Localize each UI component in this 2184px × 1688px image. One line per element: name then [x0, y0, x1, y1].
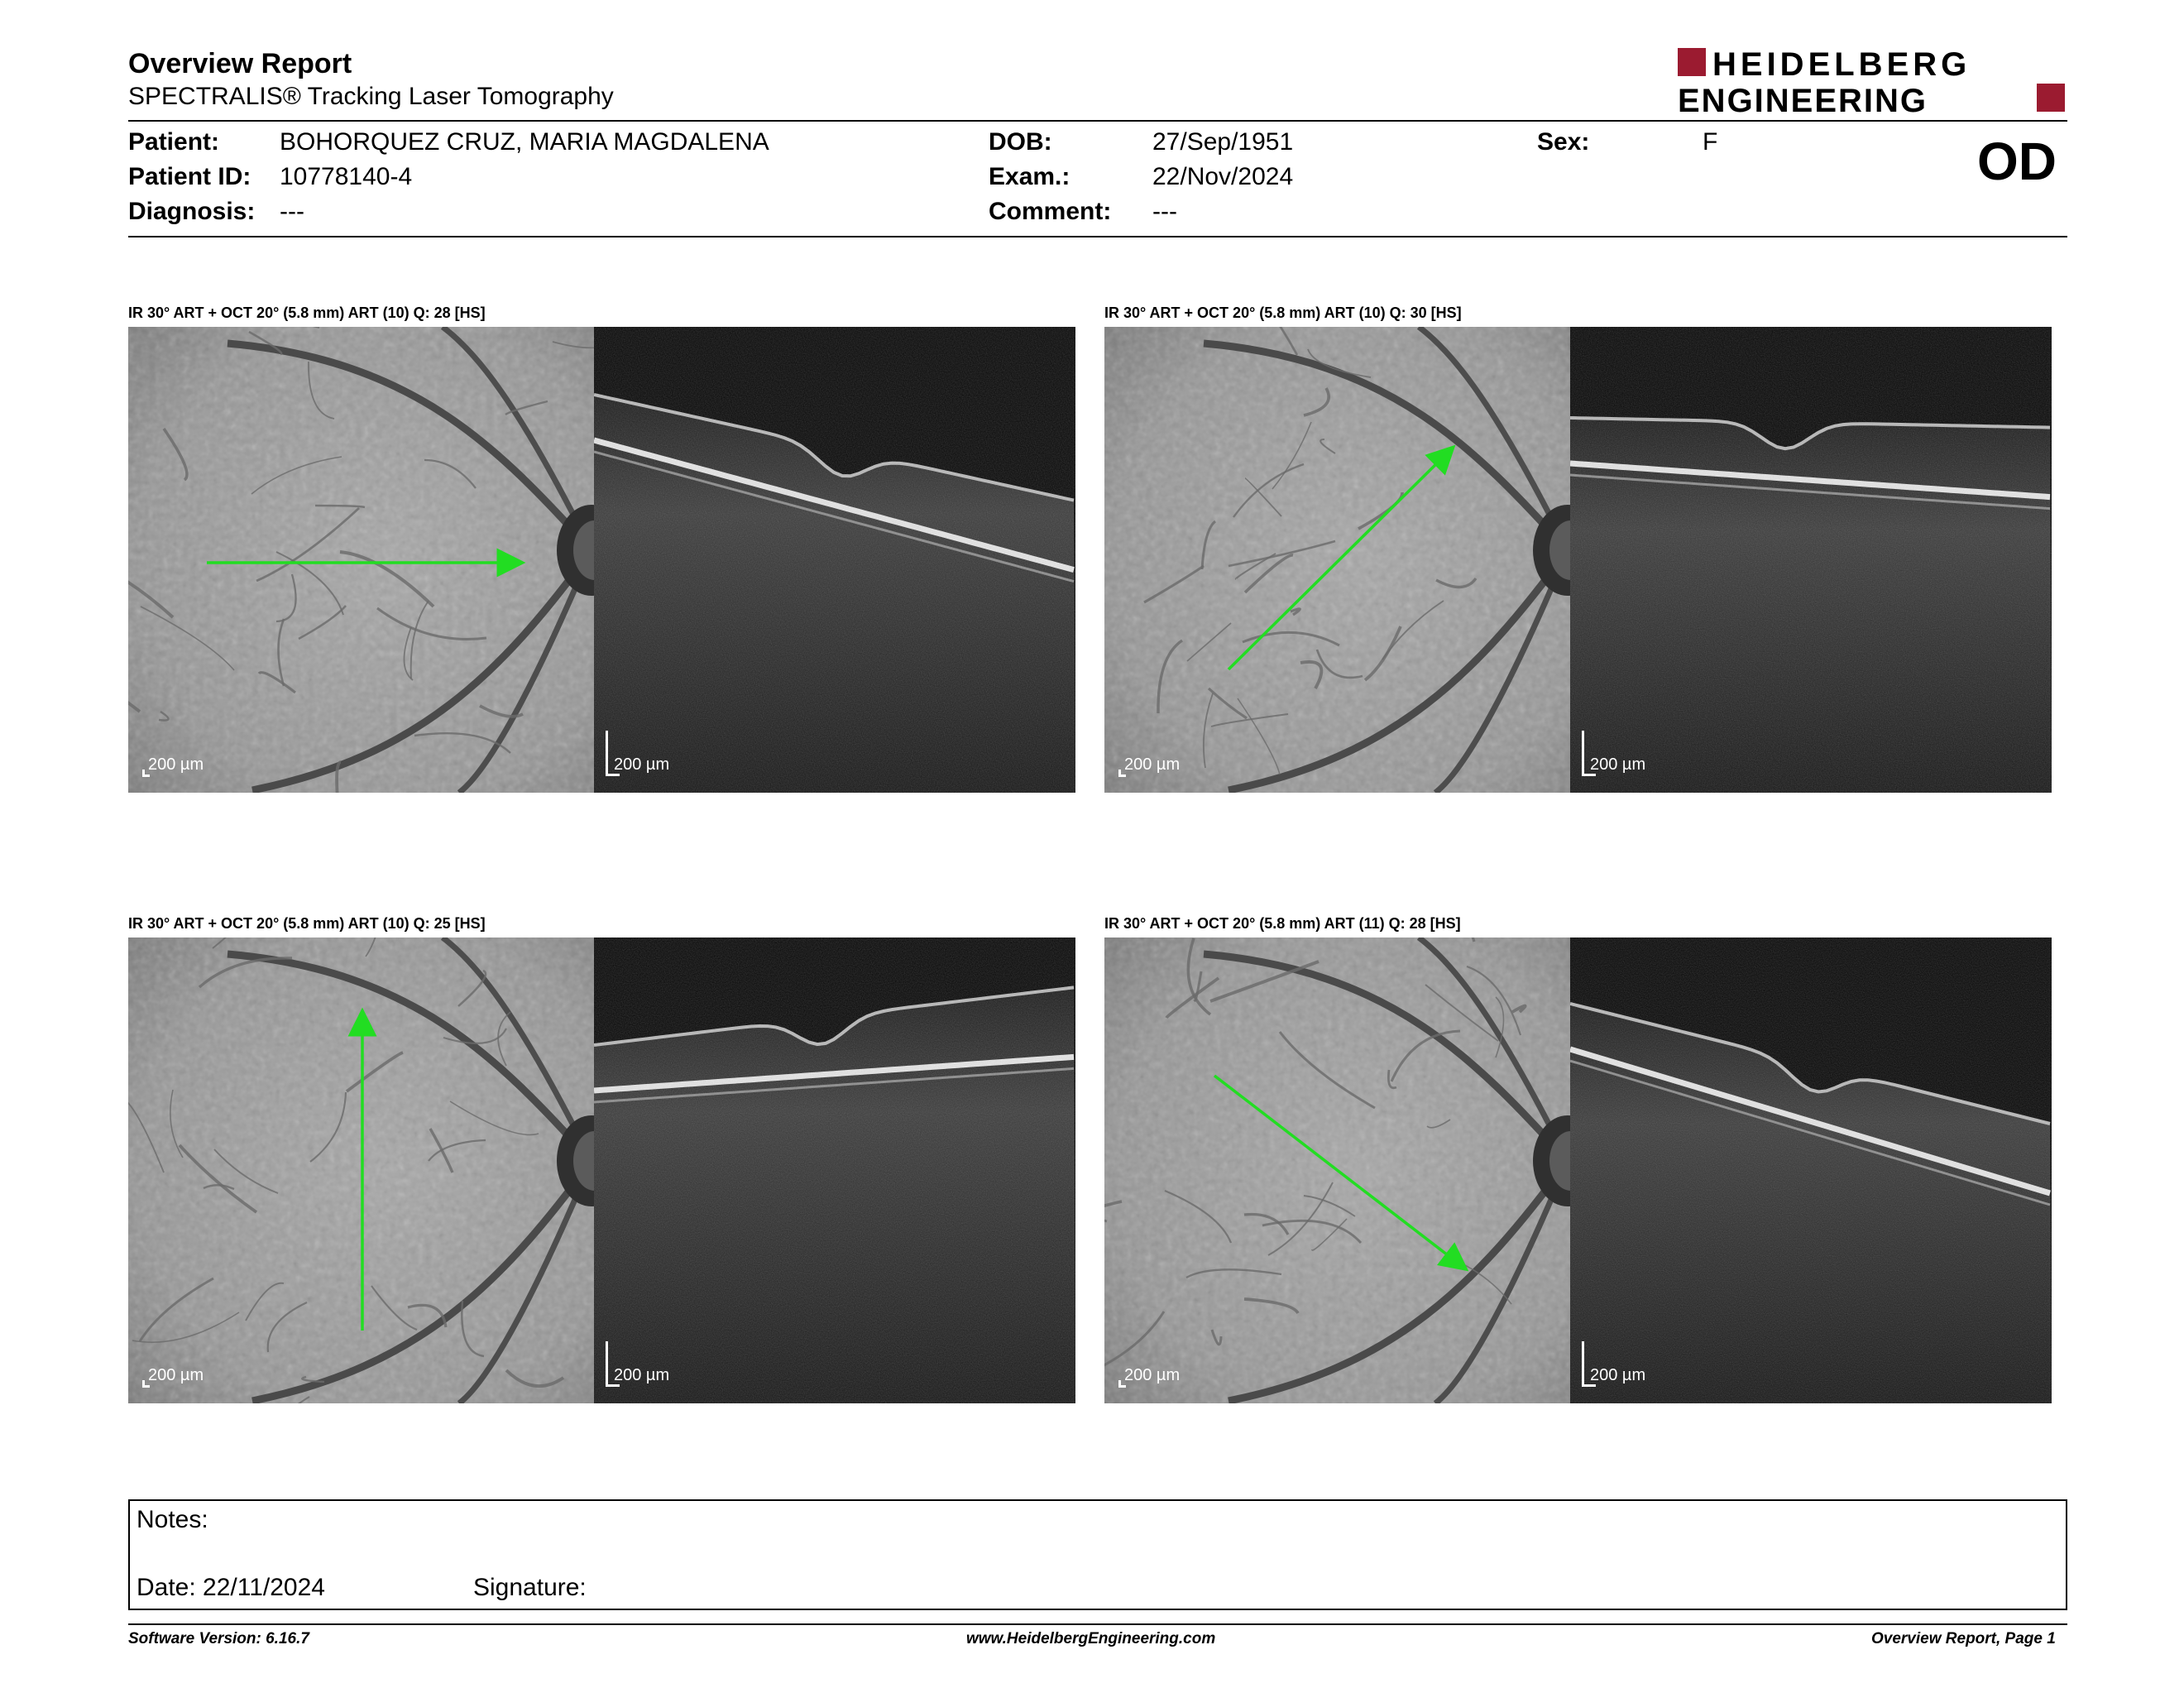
- dob-label: DOB:: [989, 128, 1052, 156]
- notes-date: Date: 22/11/2024: [136, 1574, 325, 1601]
- logo-square-top: [1678, 48, 1706, 76]
- comment-value: ---: [1152, 198, 1177, 225]
- logo-square-bottom: [2037, 84, 2065, 112]
- patient-label: Patient:: [128, 128, 220, 156]
- report-title: Overview Report: [128, 48, 352, 79]
- ir-scale-label: 200 µm: [148, 755, 204, 774]
- signature-label: Signature:: [473, 1574, 587, 1601]
- ir-scale-label: 200 µm: [148, 1366, 204, 1384]
- ir-fundus-image: [1104, 938, 1570, 1403]
- patient-id-label: Patient ID:: [128, 163, 251, 190]
- diagnosis-label: Diagnosis:: [128, 198, 256, 225]
- oct-bscan-image: [1570, 938, 2052, 1403]
- report-subtitle: SPECTRALIS® Tracking Laser Tomography: [128, 83, 614, 110]
- ir-fundus-image: [1104, 327, 1570, 793]
- header-rule: [128, 120, 2067, 122]
- oct-bscan-image: [594, 327, 1075, 793]
- scan-caption: IR 30° ART + OCT 20° (5.8 mm) ART (10) Q: 30 [HS]: [1104, 305, 1462, 321]
- eye-indicator: OD: [1977, 132, 2057, 191]
- ir-scale-label: 200 µm: [1124, 755, 1181, 774]
- footer-rule: [128, 1623, 2067, 1625]
- notes-box[interactable]: [128, 1499, 2067, 1610]
- ir-fundus-image: [128, 327, 594, 793]
- oct-bscan-image: [594, 938, 1075, 1403]
- exam-label: Exam.:: [989, 163, 1070, 190]
- footer-software-version: Software Version: 6.16.7: [128, 1630, 309, 1647]
- scan-caption: IR 30° ART + OCT 20° (5.8 mm) ART (11) Q: 28 [HS]: [1104, 915, 1461, 932]
- oct-scale-label: 200 µm: [1590, 755, 1646, 774]
- sex-value: F: [1703, 128, 1718, 156]
- oct-scale-label: 200 µm: [1590, 1366, 1646, 1384]
- oct-scale-label: 200 µm: [614, 755, 670, 774]
- heidelberg-logo: [1678, 46, 2067, 117]
- patient-rule: [128, 236, 2067, 237]
- patient-name: BOHORQUEZ CRUZ, MARIA MAGDALENA: [280, 128, 769, 156]
- diagnosis-value: ---: [280, 198, 304, 225]
- exam-value: 22/Nov/2024: [1152, 163, 1294, 190]
- dob-value: 27/Sep/1951: [1152, 128, 1294, 156]
- oct-bscan-image: [1570, 327, 2052, 793]
- logo-text-line2: ENGINEERING: [1678, 83, 1928, 117]
- comment-label: Comment:: [989, 198, 1112, 225]
- logo-text-line1: HEIDELBERG: [1712, 46, 1971, 83]
- scan-caption: IR 30° ART + OCT 20° (5.8 mm) ART (10) Q: 28 [HS]: [128, 305, 486, 321]
- footer-page-number: Overview Report, Page 1: [1871, 1630, 2056, 1647]
- notes-label: Notes:: [136, 1506, 208, 1533]
- ir-scale-label: 200 µm: [1124, 1366, 1181, 1384]
- patient-id-value: 10778140-4: [280, 163, 413, 190]
- scan-caption: IR 30° ART + OCT 20° (5.8 mm) ART (10) Q: 25 [HS]: [128, 915, 486, 932]
- sex-label: Sex:: [1537, 128, 1590, 156]
- oct-scale-label: 200 µm: [614, 1366, 670, 1384]
- ir-fundus-image: [128, 938, 594, 1403]
- footer-website[interactable]: www.HeidelbergEngineering.com: [966, 1630, 1216, 1647]
